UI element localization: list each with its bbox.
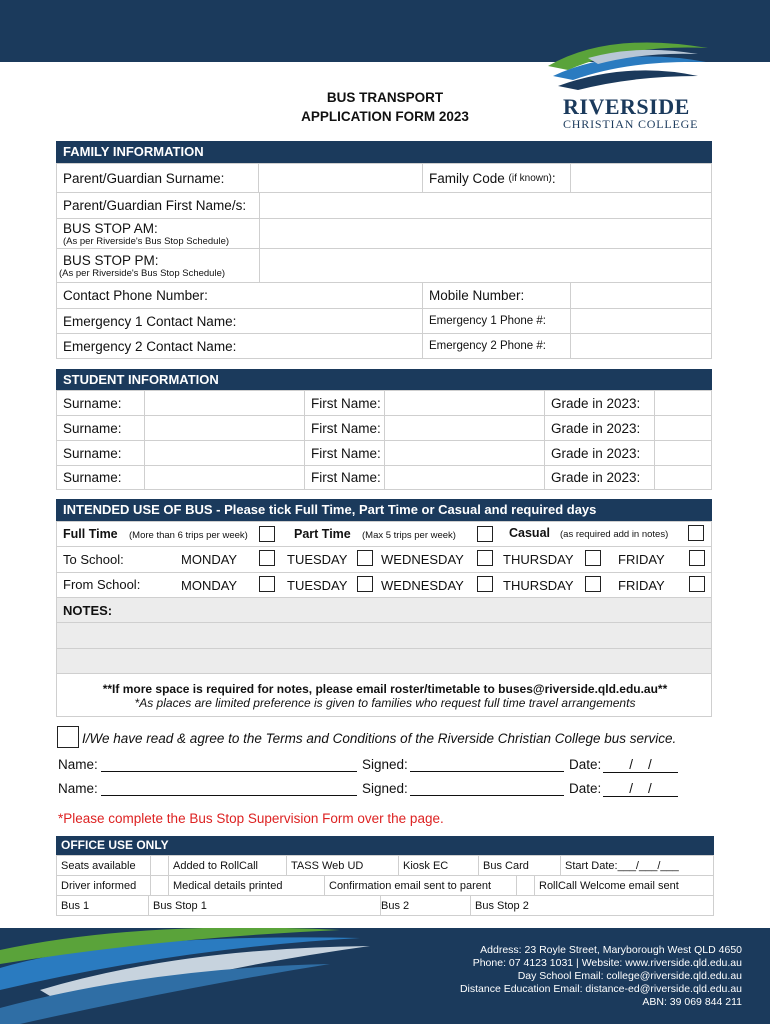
from-day-label: THURSDAY (503, 578, 574, 593)
from-day-label: TUESDAY (287, 578, 348, 593)
student-first-name-field[interactable] (385, 416, 545, 441)
start-date-label[interactable]: Start Date:___/___/___ (561, 856, 713, 876)
student-grade-label: Grade in 2023: (545, 416, 655, 441)
bus-stop-form-reminder: *Please complete the Bus Stop Supervision Form over the page. (58, 811, 444, 826)
bus1-label: Bus 1 (57, 896, 149, 915)
signed-line-1[interactable] (410, 771, 564, 772)
signed-label-2: Signed: (362, 781, 408, 796)
student-first-name-label: First Name: (305, 416, 385, 441)
to-day-label: FRIDAY (618, 552, 665, 567)
notes-line-2[interactable] (57, 649, 711, 674)
from-day-checkbox[interactable] (357, 576, 373, 592)
part-time-label: Part Time (294, 527, 351, 541)
seats-available-label: Seats available (57, 856, 151, 876)
contact-phone-label: Contact Phone Number: (57, 283, 423, 309)
to-school-label: To School: (63, 552, 124, 567)
emergency1-label: Emergency 1 Contact Name: (57, 309, 423, 334)
name-line-1[interactable] (101, 771, 357, 772)
emergency2-label: Emergency 2 Contact Name: (57, 334, 423, 358)
seats-available-field[interactable] (151, 856, 169, 876)
driver-informed-label: Driver informed (57, 876, 151, 896)
student-surname-label: Surname: (57, 416, 145, 441)
family-code-label: Family Code (if known) : (423, 164, 571, 193)
from-day-checkbox[interactable] (259, 576, 275, 592)
student-first-name-label: First Name: (305, 391, 385, 416)
family-section-heading: FAMILY INFORMATION (56, 141, 712, 163)
student-first-name-field[interactable] (385, 466, 545, 489)
logo-swoosh-icon (548, 36, 708, 94)
form-title-line1: BUS TRANSPORT (326, 90, 444, 105)
from-day-checkbox[interactable] (689, 576, 705, 592)
bus-stop-am-label: BUS STOP AM: (As per Riverside's Bus Stop Schedule) (57, 219, 259, 249)
student-first-name-label: First Name: (305, 466, 385, 489)
student-surname-label: Surname: (57, 441, 145, 466)
parent-surname-field[interactable] (259, 164, 423, 193)
logo-subtitle: CHRISTIAN COLLEGE (563, 117, 699, 131)
signed-line-2[interactable] (410, 795, 564, 796)
from-day-label: MONDAY (181, 578, 238, 593)
date-label-1: Date: (569, 757, 602, 772)
office-section-heading: OFFICE USE ONLY (56, 836, 714, 855)
emergency1-phone-field[interactable] (571, 309, 711, 334)
from-day-checkbox[interactable] (477, 576, 493, 592)
to-day-label: THURSDAY (503, 552, 574, 567)
mobile-label: Mobile Number: (423, 283, 571, 309)
footer-distance-email: Distance Education Email: distance-ed@riverside.qld.edu.au (459, 983, 742, 995)
to-day-checkbox[interactable] (477, 550, 493, 566)
notes-line-1[interactable] (57, 623, 711, 649)
emergency2-phone-field[interactable] (571, 334, 711, 358)
student-grade-field[interactable] (655, 466, 711, 489)
footer-phone: Phone: 07 4123 1031 | Website: www.riverside.qld.edu.au (472, 957, 742, 969)
student-surname-label: Surname: (57, 391, 145, 416)
bus-card-label: Bus Card (479, 856, 561, 876)
bus2-label: Bus 2 (381, 896, 471, 915)
signature-row-2 (58, 781, 698, 801)
emergency1-phone-label: Emergency 1 Phone #: (423, 309, 571, 334)
added-to-rollcall-label: Added to RollCall (169, 856, 287, 876)
notes-limited-text: *As places are limited preference is given to families who request full time travel arrangements (134, 696, 636, 710)
to-day-checkbox[interactable] (689, 550, 705, 566)
welcome-email-label: RollCall Welcome email sent (535, 876, 713, 896)
logo-name: RIVERSIDE (563, 94, 690, 119)
medical-details-label: Medical details printed (169, 876, 325, 896)
casual-checkbox[interactable] (688, 525, 704, 541)
to-day-checkbox[interactable] (357, 550, 373, 566)
parent-surname-label: Parent/Guardian Surname: (57, 164, 259, 193)
signature-row-1 (58, 757, 698, 777)
student-surname-field[interactable] (145, 416, 305, 441)
student-grade-field[interactable] (655, 391, 711, 416)
parent-first-label: Parent/Guardian First Name/s: (57, 193, 259, 219)
notes-email-text: **If more space is required for notes, please email roster/timetable to buses@riverside.qld.edu.au** (102, 682, 668, 696)
full-time-checkbox[interactable] (259, 526, 275, 542)
name-label-1: Name: (58, 757, 98, 772)
bus-stop2-label: Bus Stop 2 (475, 899, 529, 912)
from-day-label: FRIDAY (618, 578, 665, 593)
from-school-row (57, 573, 711, 598)
to-day-checkbox[interactable] (585, 550, 601, 566)
kiosk-label: Kiosk EC (399, 856, 479, 876)
student-surname-field[interactable] (145, 441, 305, 466)
full-time-note: (More than 6 trips per week) (129, 530, 248, 541)
notes-label: NOTES: (57, 598, 711, 623)
footer-day-email: Day School Email: college@riverside.qld.edu.au (517, 970, 742, 982)
confirm-email-field[interactable] (517, 876, 535, 896)
casual-note: (as required add in notes) (560, 529, 669, 540)
footer-swoosh-icon (0, 928, 380, 1024)
form-title-line2: APPLICATION FORM 2023 (301, 109, 469, 124)
office-grid (56, 855, 714, 916)
student-section-heading: STUDENT INFORMATION (56, 369, 712, 391)
date-label-2: Date: (569, 781, 602, 796)
footer-abn: ABN: 39 069 844 211 (642, 996, 742, 1008)
confirm-email-label: Confirmation email sent to parent (325, 876, 517, 896)
mobile-field[interactable] (571, 283, 711, 309)
bus-use-section-heading: INTENDED USE OF BUS - Please tick Full Time, Part Time or Casual and required days (56, 499, 712, 521)
student-grade-label: Grade in 2023: (545, 391, 655, 416)
to-day-label: MONDAY (181, 552, 238, 567)
student-first-name-field[interactable] (385, 391, 545, 416)
name-line-2[interactable] (101, 795, 357, 796)
footer-address: Address: 23 Royle Street, Maryborough West QLD 4650 (480, 944, 742, 956)
from-day-label: WEDNESDAY (381, 578, 464, 593)
student-grade-field[interactable] (655, 441, 711, 466)
emergency2-phone-label: Emergency 2 Phone #: (423, 334, 571, 358)
to-day-checkbox[interactable] (259, 550, 275, 566)
bus-stop1-label: Bus Stop 1 (149, 896, 381, 915)
from-school-label: From School: (63, 577, 141, 592)
bus-stop-am-field[interactable] (259, 219, 711, 249)
student-grade-field[interactable] (655, 416, 711, 441)
student-first-name-field[interactable] (385, 441, 545, 466)
name-label-2: Name: (58, 781, 98, 796)
student-grade-label: Grade in 2023: (545, 466, 655, 489)
to-day-label: TUESDAY (287, 552, 348, 567)
student-surname-label: Surname: (57, 466, 145, 489)
student-surname-field[interactable] (145, 466, 305, 489)
signed-label-1: Signed: (362, 757, 408, 772)
student-surname-field[interactable] (145, 391, 305, 416)
agree-checkbox[interactable] (57, 726, 79, 748)
student-first-name-label: First Name: (305, 441, 385, 466)
family-code-field[interactable] (571, 164, 711, 193)
part-time-checkbox[interactable] (477, 526, 493, 542)
full-time-label: Full Time (63, 527, 118, 541)
date-line-2[interactable]: / / (603, 781, 678, 797)
casual-label: Casual (509, 526, 550, 540)
student-grade-label: Grade in 2023: (545, 441, 655, 466)
part-time-note: (Max 5 trips per week) (362, 530, 456, 541)
student-grid (56, 390, 712, 490)
bus-stop-pm-label: BUS STOP PM: (As per Riverside's Bus Stop Schedule) (57, 249, 259, 283)
to-day-label: WEDNESDAY (381, 552, 464, 567)
travel-type-row (57, 522, 711, 547)
bus-stop-pm-field[interactable] (259, 249, 711, 283)
agree-text: I/We have read & agree to the Terms and Conditions of the Riverside Christian College bus service. (82, 731, 677, 746)
family-grid (56, 163, 712, 359)
tass-label: TASS Web UD (287, 856, 399, 876)
from-day-checkbox[interactable] (585, 576, 601, 592)
date-line-1[interactable]: / / (603, 757, 678, 773)
parent-first-field[interactable] (259, 193, 711, 219)
driver-informed-field[interactable] (151, 876, 169, 896)
to-school-row (57, 547, 711, 573)
